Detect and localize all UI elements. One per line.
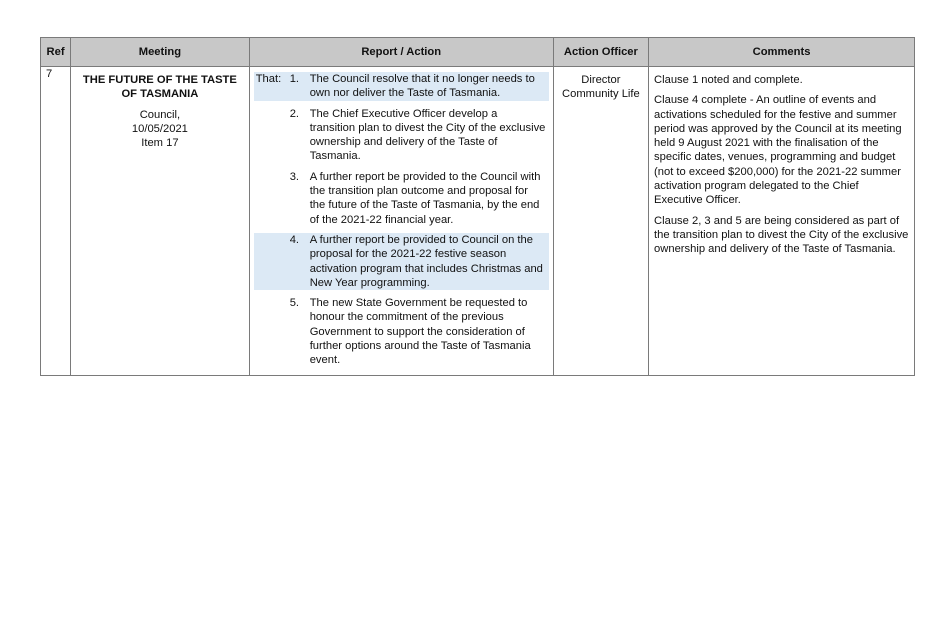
officer-line-2: Community Life — [562, 88, 640, 101]
clause-1 — [254, 72, 549, 101]
clause-4 — [254, 233, 549, 290]
meeting-date: 10/05/2021 — [131, 122, 188, 135]
comment-paragraph: Clause 1 noted and complete. — [654, 74, 803, 86]
action-officer-cell — [553, 67, 648, 376]
meeting-body: Council, — [139, 108, 181, 121]
meeting-item: Item 17 — [141, 137, 179, 150]
clause-text: A further report be provided to the Council with the transition plan outcome and proposal for the future of the Taste of Tasmania, by the end of the 2021-22 financial year. — [309, 170, 541, 226]
clause-number: 5. — [289, 297, 300, 310]
action-table — [40, 37, 915, 376]
report-cell — [249, 67, 553, 376]
that-label: That: — [255, 73, 282, 85]
clause-text: A further report be provided to Council on the proposal for the 2021-22 festive season activation program that includes Christmas and New Year programming. — [309, 233, 543, 289]
clause-text: The Council resolve that it no longer needs to own nor deliver the Taste of Tasmania. — [309, 73, 535, 100]
clause-number: 3. — [289, 170, 300, 183]
header-ref: Ref — [41, 38, 71, 67]
clause-5 — [254, 296, 549, 367]
header-action-officer: Action Officer — [553, 38, 648, 67]
header-comments: Comments — [649, 38, 915, 67]
clause-number: 2. — [289, 107, 300, 120]
header-meeting: Meeting — [71, 38, 250, 67]
meeting-cell — [71, 67, 250, 376]
ref-cell: 7 — [41, 67, 71, 376]
comment-paragraph: Clause 2, 3 and 5 are being considered as part of the transition plan to divest the City of the exclusive ownership and delivery of the Taste of Tasmania. — [654, 214, 909, 256]
table-row — [41, 67, 915, 376]
clause-number: 1. — [289, 73, 300, 85]
comment-paragraph: Clause 4 complete - An outline of events and activations scheduled for the festive and summer period was approved by the Council at its meeting held 9 August 2021 with the finalisation of the specific dates, venues, programming and budget (not to exceed $200,000) for the 2021-22 summer activation program delegated to the Chief Executive Officer. — [654, 94, 902, 207]
clause-3 — [254, 170, 549, 227]
meeting-title: THE FUTURE OF THE TASTE OF TASMANIA — [82, 74, 237, 101]
header-row — [41, 38, 915, 67]
clause-2 — [254, 107, 549, 164]
clause-number: 4. — [289, 233, 300, 246]
clause-text: The new State Government be requested to honour the commitment of the previous Government to support the consideration of further options around the Taste of Tasmania event. — [309, 297, 531, 367]
clause-text: The Chief Executive Officer develop a transition plan to divest the City of the exclusive ownership and delivery of the Taste of Tasmania. — [309, 107, 546, 163]
header-report-action: Report / Action — [249, 38, 553, 67]
comments-cell — [649, 67, 915, 376]
officer-line-1: Director — [581, 74, 621, 86]
